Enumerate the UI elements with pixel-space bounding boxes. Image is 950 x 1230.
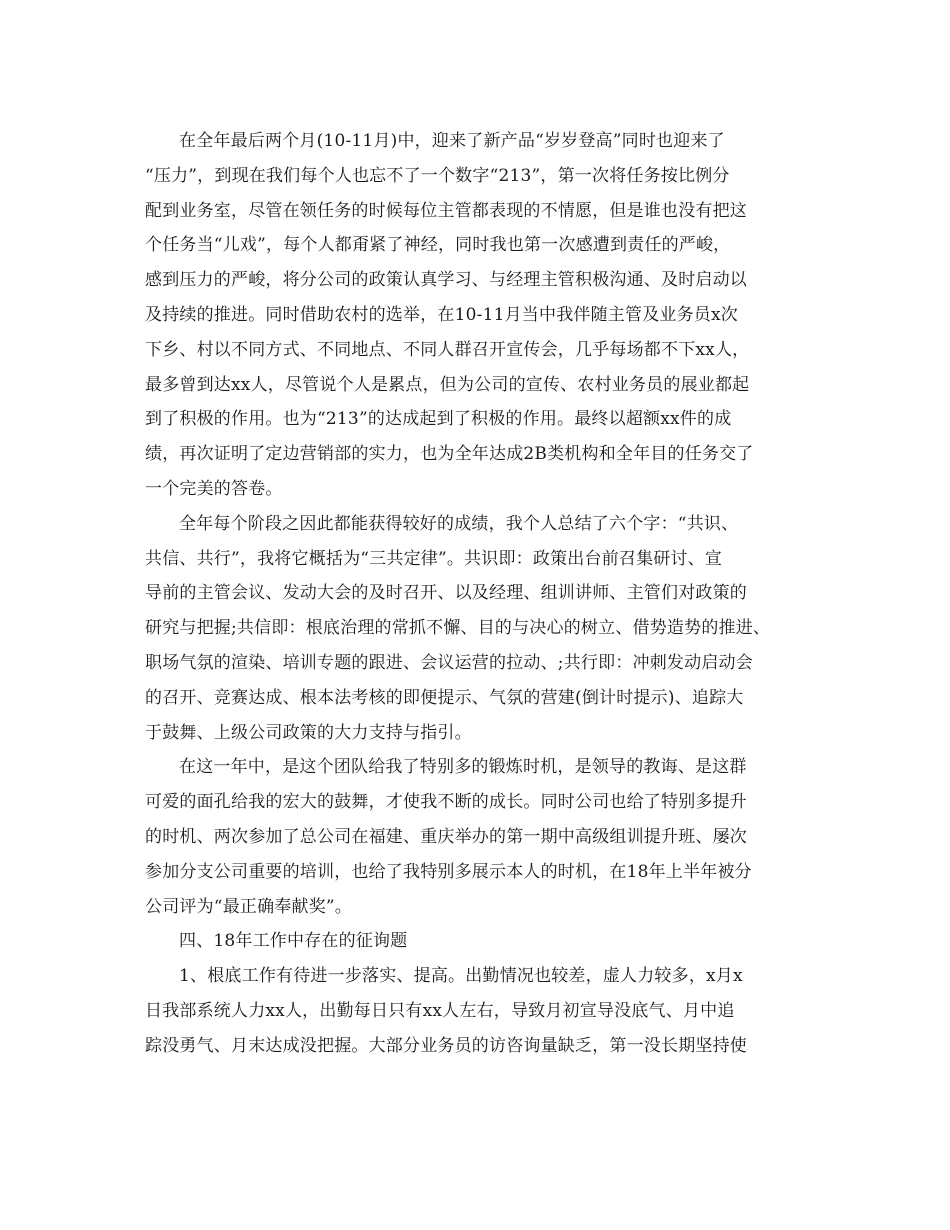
text-line: 导前的主管会议、发动大会的及时召开、以及经理、组训讲师、主管们对政策的 — [145, 583, 747, 604]
text-line: 全年每个阶段之因此都能获得较好的成绩，我个人总结了六个字：“共识、 — [179, 513, 739, 534]
text-line: 个任务当“儿戏”，每个人都甭紧了神经，同时我也第一次感遭到责任的严峻， — [145, 235, 731, 256]
text-line: 到了积极的作用。也为“213”的达成起到了积极的作用。最终以超额xx件的成 — [145, 409, 732, 430]
text-line: 可爱的面孔给我的宏大的鼓舞，才使我不断的成长。同时公司也给了特别多提升 — [145, 792, 747, 813]
text-line: 在这一年中，是这个团队给我了特别多的锻炼时机，是领导的教诲、是这群 — [179, 757, 747, 778]
text-line: 研究与把握;共信即：根底治理的常抓不懈、目的与决心的树立、借势造势的推进、 — [145, 618, 771, 639]
text-line: 日我部系统人力xx人，出勤每日只有xx人左右，导致月初宣导没底气、月中追 — [145, 1000, 735, 1021]
text-line: 1、根底工作有待进一步落实、提高。出勤情况也较差，虚人力较多，x月x — [179, 966, 743, 987]
text-line: 感到压力的严峻，将分公司的政策认真学习、与经理主管积极沟通、及时启动以 — [145, 270, 747, 291]
text-line: 的召开、竞赛达成、根本法考核的即便提示、气氛的营建(倒计时提示)、追踪大 — [145, 687, 744, 708]
text-line: 公司评为“最正确奉献奖”。 — [145, 896, 352, 917]
text-line: 绩，再次证明了定边营销部的实力，也为全年达成2B类机构和全年目的任务交了 — [145, 444, 754, 465]
text-line: 参加分支公司重要的培训，也给了我特别多展示本人的时机，在18年上半年被分 — [145, 861, 752, 882]
text-line: 的时机、两次参加了总公司在福建、重庆举办的第一期中高级组训提升班、屡次 — [145, 826, 747, 847]
text-line: 一个完美的答卷。 — [145, 478, 283, 499]
text-line: 在全年最后两个月(10-11月)中，迎来了新产品“岁岁登高”同时也迎来了 — [179, 131, 725, 151]
text-line: 职场气氛的渲染、培训专题的跟进、会议运营的拉动、;共行即：冲刺发动启动会 — [145, 652, 753, 673]
text-line: “压力”，到现在我们每个人也忘不了一个数字“213”，第一次将任务按比例分 — [145, 165, 730, 186]
text-line: 下乡、村以不同方式、不同地点、不同人群召开宣传会，几乎每场都不下xx人， — [145, 339, 750, 360]
text-line: 最多曾到达xx人，尽管说个人是累点，但为公司的宣传、农村业务员的展业都起 — [145, 374, 750, 395]
text-line: 配到业务室，尽管在领任务的时候每位主管都表现的不情愿，但是谁也没有把这 — [145, 200, 747, 221]
text-line: 于鼓舞、上级公司政策的大力支持与指引。 — [145, 722, 472, 743]
text-line: 共信、共行”，我将它概括为“三共定律”。共识即：政策出台前召集研讨、宣 — [145, 548, 723, 569]
text-line: 踪没勇气、月末达成没把握。大部分业务员的访咨询量缺乏，第一没长期坚持使 — [145, 1035, 747, 1056]
text-line: 四、18年工作中存在的征询题 — [179, 931, 408, 952]
text-line: 及持续的推进。同时借助农村的选举，在10-11月当中我伴随主管及业务员x次 — [145, 304, 738, 325]
document-body — [145, 124, 825, 1064]
